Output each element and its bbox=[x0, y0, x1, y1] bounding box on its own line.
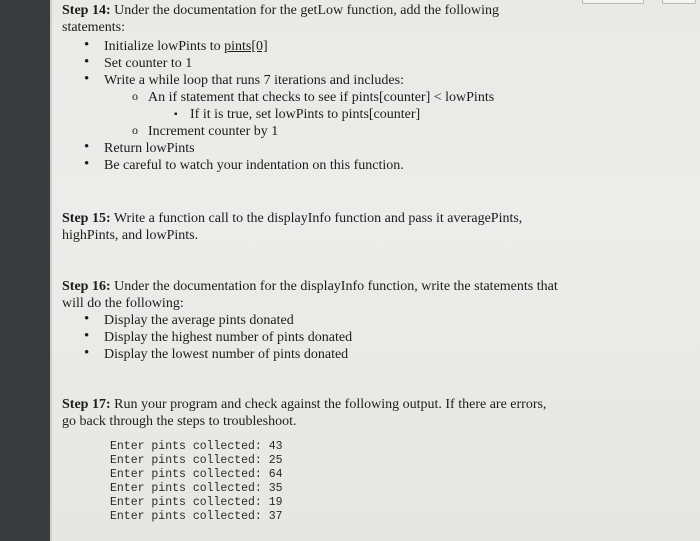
list-item bbox=[62, 140, 622, 157]
step-17 bbox=[62, 396, 622, 430]
list-item-text: An if statement that checks to see if pints[counter] < lowPints bbox=[148, 90, 495, 105]
output-line: Enter pints collected: 25 bbox=[110, 454, 283, 467]
step-label: Step 17: bbox=[62, 397, 111, 412]
step-14-list bbox=[62, 38, 622, 174]
list-item bbox=[62, 312, 622, 329]
list-item bbox=[62, 55, 622, 72]
step-17-heading bbox=[62, 396, 622, 413]
step-label: Step 15: bbox=[62, 211, 111, 226]
list-subitem bbox=[62, 123, 622, 140]
step-text: highPints, and lowPints. bbox=[62, 228, 199, 243]
output-line: Enter pints collected: 35 bbox=[110, 482, 283, 495]
list-item-text: Display the lowest number of pints donated bbox=[104, 347, 349, 362]
step-16 bbox=[62, 278, 622, 363]
list-item bbox=[62, 329, 622, 346]
step-text: Under the documentation for the getLow function, add the following bbox=[114, 3, 500, 18]
step-16-heading bbox=[62, 278, 622, 295]
step-15 bbox=[62, 210, 622, 244]
list-item-text: Be careful to watch your indentation on this function. bbox=[104, 158, 404, 173]
list-item bbox=[62, 157, 622, 174]
output-line: Enter pints collected: 37 bbox=[110, 510, 283, 523]
list-item-text: Increment counter by 1 bbox=[148, 124, 279, 139]
step-label: Step 16: bbox=[62, 279, 111, 294]
list-item bbox=[62, 38, 622, 55]
list-item bbox=[62, 72, 622, 89]
program-output bbox=[110, 440, 283, 524]
list-item-text: Display the highest number of pints donated bbox=[104, 330, 353, 345]
list-item-text: Initialize lowPints to bbox=[104, 39, 225, 54]
step-text: Under the documentation for the displayInfo function, write the statements that bbox=[114, 279, 558, 294]
toolbar-button[interactable] bbox=[662, 0, 696, 4]
step-14-heading bbox=[62, 2, 622, 19]
output-line: Enter pints collected: 64 bbox=[110, 468, 283, 481]
output-line: Enter pints collected: 19 bbox=[110, 496, 283, 509]
step-label: Step 14: bbox=[62, 3, 111, 18]
step-text: Run your program and check against the following output. If there are errors, bbox=[114, 397, 547, 412]
list-subsubitem bbox=[62, 106, 622, 123]
step-text: statements: bbox=[62, 20, 125, 35]
list-item-text: Return lowPints bbox=[104, 141, 195, 156]
output-line: Enter pints collected: 43 bbox=[110, 440, 283, 453]
step-16-list bbox=[62, 312, 622, 363]
list-item-text: Write a while loop that runs 7 iterations and includes: bbox=[104, 73, 404, 88]
step-14 bbox=[62, 2, 622, 174]
list-item-text: Display the average pints donated bbox=[104, 313, 294, 328]
list-subitem bbox=[62, 89, 622, 106]
list-item bbox=[62, 346, 622, 363]
step-text: go back through the steps to troubleshoot. bbox=[62, 414, 297, 429]
step-15-heading bbox=[62, 210, 622, 227]
list-item-text: Set counter to 1 bbox=[104, 56, 193, 71]
step-text: Write a function call to the displayInfo function and pass it averagePints, bbox=[113, 211, 523, 226]
list-item-text: If it is true, set lowPints to pints[counter] bbox=[190, 107, 421, 122]
pints-link[interactable]: pints[0] bbox=[224, 39, 268, 54]
step-text: will do the following: bbox=[62, 296, 184, 311]
